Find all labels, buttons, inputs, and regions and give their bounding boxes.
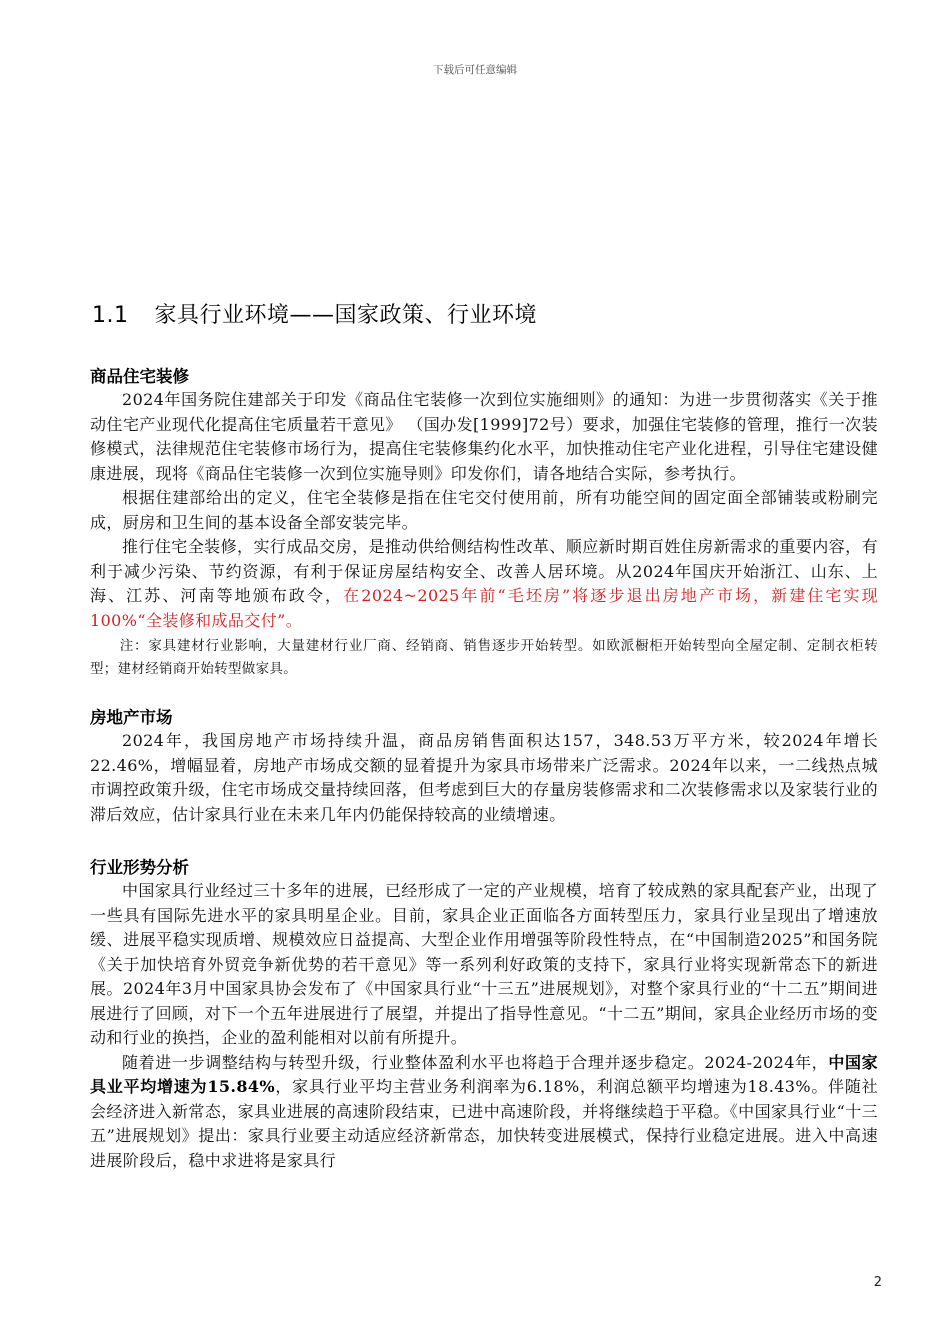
paragraph-text: ，家具行业平均主营业务利润率为6.18%，利润总额平均增速为18.43%。伴随社会经济进入新常态，家具业进展的高速阶段结束，已进中高速阶段，并将继续趋于平稳。《中国家具行业“十三五”进展规划》提出：家具行业要主动适应经济新常态，加快转变进展模式，保持行业稳定进展。进入中高速进展阶段后，稳中求进将是家具行: [90, 1077, 878, 1170]
section-title-text: 家具行业环境——国家政策、行业环境: [154, 303, 538, 328]
bold-text: 中国家具业平均增速为15.84%: [90, 1052, 879, 1096]
highlighted-text: 在2024~2025年前“毛坯房”将逐步退出房地产市场，新建住宅实现100%“全装修和成品交付”。: [90, 586, 878, 630]
section-title: [92, 298, 878, 334]
heading-housing-decoration: 商品住宅装修: [90, 367, 189, 386]
document-body: [90, 298, 878, 1173]
paragraph-text: 推行住宅全装修，实行成品交房，是推动供给侧结构性改革、顺应新时期百姓住房新需求的重要内容，有利于减少污染、节约资源，有利于保证房屋结构安全、改善人居环境。从2024年国庆开始浙江、山东、上海、江苏、河南等地颁布政令，: [90, 537, 878, 605]
paragraph: 2024年国务院住建部关于印发《商品住宅装修一次到位实施细则》的通知：为进一步贯彻落实《关于推动住宅产业现代化提高住宅质量若干意见》 （国办发[1999]72号）要求，加强住宅装修的管理，推行一次装修模式，法律规范住宅装修市场行为，提高住宅装修集约化水平，加快推动住宅产业化进程，引导住宅建设健康进展，现将《商品住宅装修一次到位实施导则》印发你们，请各地结合实际，参考执行。: [90, 390, 878, 483]
spacer: [90, 827, 878, 857]
paragraph: 2024年，我国房地产市场持续升温，商品房销售面积达157，348.53万平方米，较2024年增长22.46%，增幅显着，房地产市场成交额的显着提升为家具市场带来广泛需求。2024年以来，一二线热点城市调控政策升级，住宅市场成交量持续回落，但考虑到巨大的存量房装修需求和二次装修需求以及家装行业的滞后效应，估计家具行业在未来几年内仍能保持较高的业绩增速。: [90, 731, 878, 824]
paragraph: 根据住建部给出的定义，住宅全装修是指在住宅交付使用前，所有功能空间的固定面全部铺装或粉刷完成，厨房和卫生间的基本设备全部安装完毕。: [90, 488, 878, 532]
spacer: [90, 681, 878, 707]
paragraph: [90, 535, 878, 633]
page-number: 2: [873, 1275, 882, 1290]
page-header: 下载后可任意编辑: [433, 64, 517, 76]
paragraph-text: 随着进一步调整结构与转型升级，行业整体盈利水平也将趋于合理并逐步稳定。2024-2024年，: [122, 1052, 829, 1072]
paragraph: [90, 1051, 878, 1174]
section-number: 1.1: [92, 303, 129, 328]
heading-industry-analysis: 行业形势分析: [90, 858, 189, 877]
paragraph: 中国家具行业经过三十多年的进展，已经形成了一定的产业规模，培育了较成熟的家具配套产业，出现了一些具有国际先进水平的家具明星企业。目前，家具企业正面临各方面转型压力，家具行业呈现出了增速放缓、进展平稳实现质增、规模效应日益提高、大型企业作用增强等阶段性特点，在“中国制造2025”和国务院《关于加快培育外贸竞争新优势的若干意见》等一系列利好政策的支持下，家具行业将实现新常态下的新进展。2024年3月中国家具协会发布了《中国家具行业“十三五”进展规划》，对整个家具行业的“十二五”期间进展进行了回顾，对下一个五年进展进行了展望，并提出了指导性意见。“十二五”期间，家具企业经历市场的变动和行业的换挡，企业的盈利能相对以前有所提升。: [90, 881, 878, 1047]
note: 注：家具建材行业影响，大量建材行业厂商、经销商、销售逐步开始转型。如欧派橱柜开始转型向全屋定制、定制衣柜转型；建材经销商开始转型做家具。: [90, 638, 878, 677]
heading-real-estate-market: 房地产市场: [90, 708, 173, 727]
